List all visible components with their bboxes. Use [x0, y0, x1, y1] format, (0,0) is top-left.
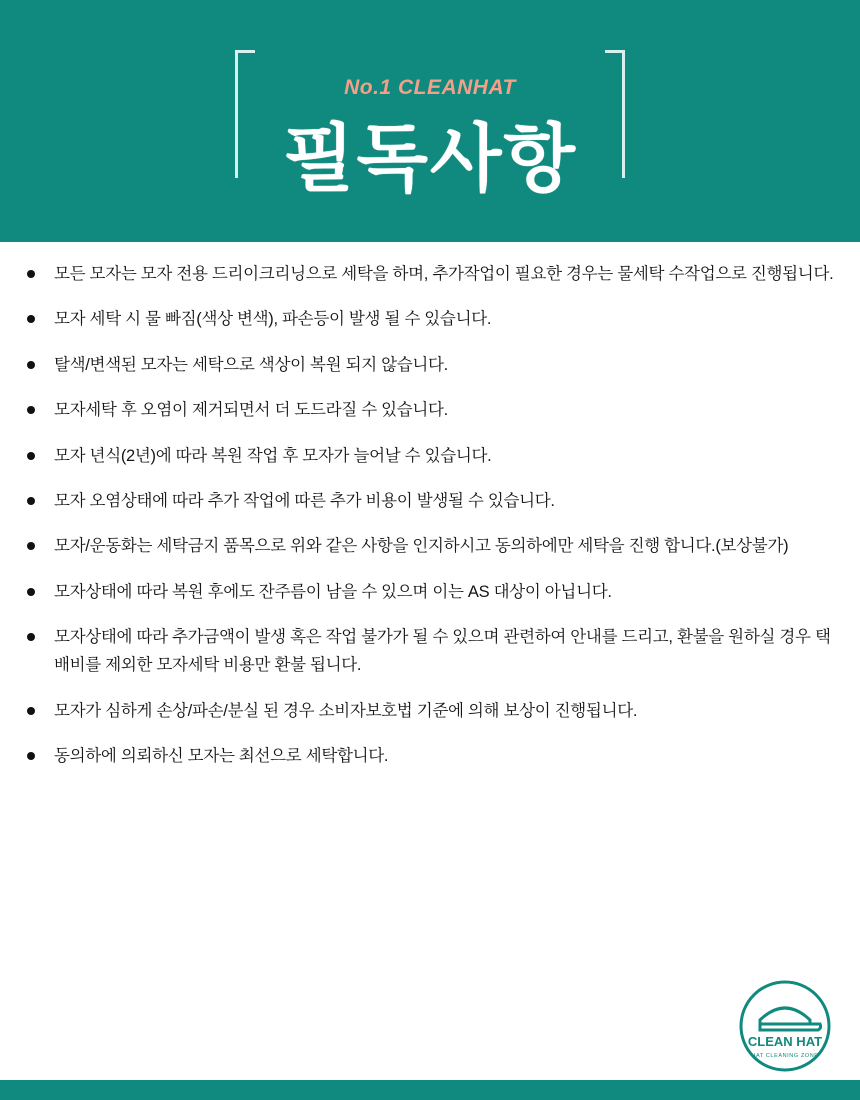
notice-text: 탈색/변색된 모자는 세탁으로 색상이 복원 되지 않습니다. — [54, 355, 448, 374]
list-item — [24, 742, 836, 770]
notice-text: 모자상태에 따라 추가금액이 발생 혹은 작업 불가가 될 수 있으며 관련하여 안내를 드리고, 환불을 원하실 경우 택배비를 제외한 모자세탁 비용만 환불 됩니다. — [54, 628, 831, 675]
notice-text: 모자세탁 후 오염이 제거되면서 더 도드라질 수 있습니다. — [54, 401, 448, 420]
list-item — [24, 623, 836, 680]
notice-text: 동의하에 의뢰하신 모자는 최선으로 세탁합니다. — [54, 747, 389, 766]
list-item — [24, 442, 836, 470]
notice-text: 모자/운동화는 세탁금지 품목으로 위와 같은 사항을 인지하시고 동의하에만 세탁을 진행 합니다.(보상불가) — [54, 537, 789, 556]
notice-content — [0, 242, 860, 1080]
notice-text: 모자상태에 따라 복원 후에도 잔주름이 남을 수 있으며 이는 AS 대상이 아닙니다. — [54, 582, 612, 601]
notice-text: 모자 년식(2년)에 따라 복원 작업 후 모자가 늘어날 수 있습니다. — [54, 446, 492, 465]
list-item — [24, 578, 836, 606]
notice-text: 모자 오염상태에 따라 추가 작업에 따른 추가 비용이 발생될 수 있습니다. — [54, 491, 555, 510]
svg-text:HAT CLEANING ZONE: HAT CLEANING ZONE — [751, 1053, 819, 1059]
notice-text: 모자가 심하게 손상/파손/분실 된 경우 소비자보호법 기준에 의해 보상이 진행됩니다. — [54, 701, 638, 720]
cleanhat-logo-icon — [734, 980, 836, 1072]
notice-text: 모든 모자는 모자 전용 드리이크리닝으로 세탁을 하며, 추가작업이 필요한 경우는 물세탁 수작업으로 진행됩니다. — [54, 265, 834, 283]
list-item — [24, 396, 836, 424]
notice-list — [24, 260, 836, 771]
footer-strip — [0, 1080, 860, 1100]
page-header — [0, 0, 860, 242]
list-item — [24, 305, 836, 333]
list-item — [24, 351, 836, 379]
list-item — [24, 260, 836, 288]
list-item — [24, 487, 836, 515]
list-item — [24, 532, 836, 560]
svg-text:CLEAN HAT: CLEAN HAT — [747, 1034, 823, 1049]
brand-logo — [734, 980, 836, 1072]
notice-text: 모자 세탁 시 물 빠짐(색상 변색), 파손등이 발생 될 수 있습니다. — [54, 310, 492, 329]
page-title: 필독사항 — [283, 117, 577, 200]
header-subtitle: No.1 CLEANHAT — [344, 76, 516, 99]
list-item — [24, 697, 836, 725]
